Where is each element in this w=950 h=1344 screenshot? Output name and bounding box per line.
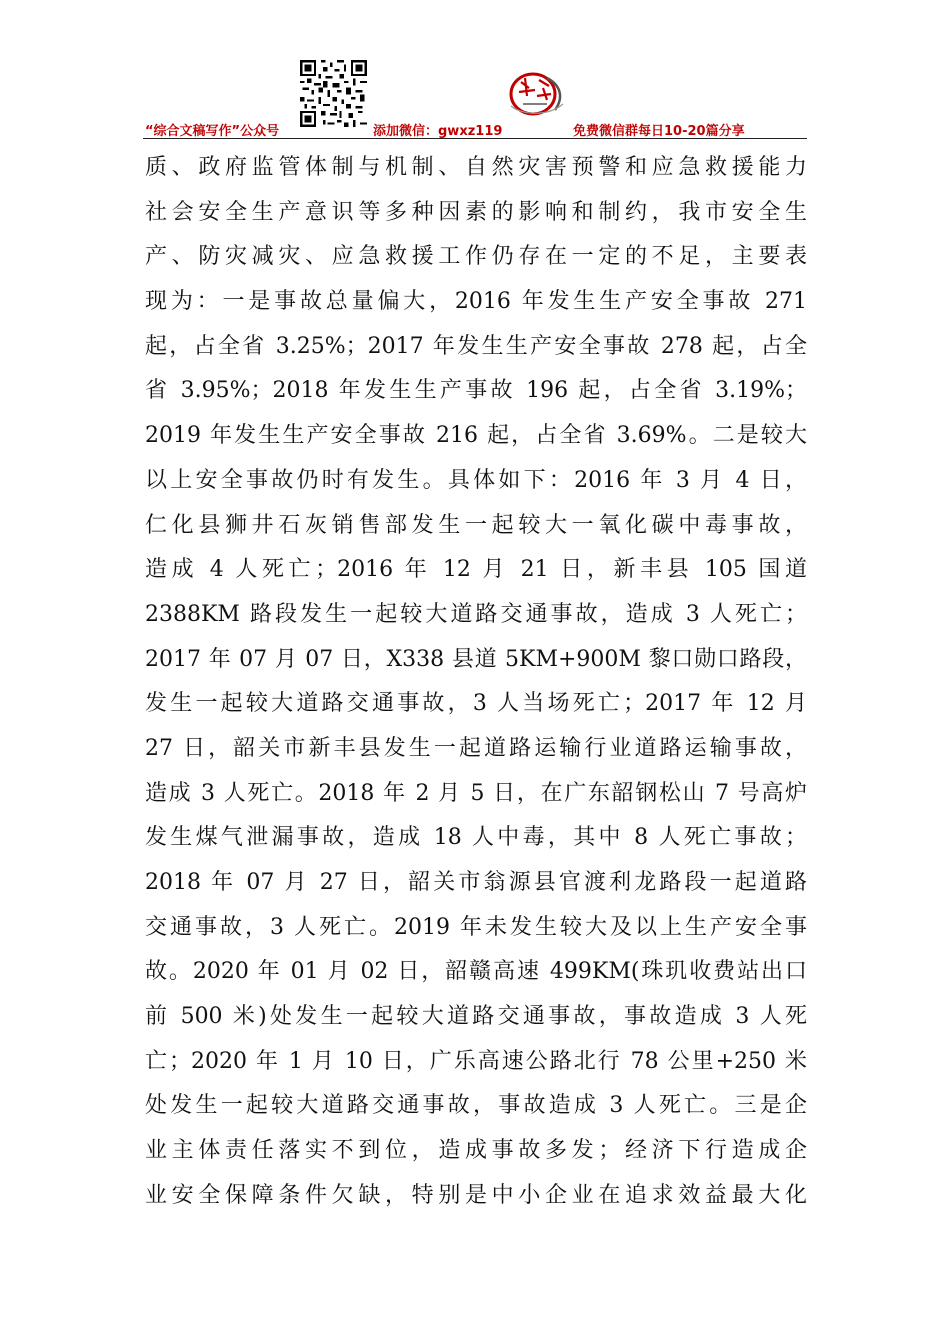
body-line: 27 日，韶关市新丰县发生一起道路运输行业道路运输事故，	[145, 735, 807, 761]
body-line: 产、防灾减灾、应急救援工作仍存在一定的不足，主要表	[145, 244, 807, 270]
body-line: 现为：一是事故总量偏大，2016 年发生生产安全事故 271	[145, 289, 807, 315]
body-line: 省 3.95%；2018 年发生生产事故 196 起，占全省 3.19%；	[145, 378, 807, 404]
page-header	[0, 0, 950, 140]
body-line: 2388KM 路段发生一起较大道路交通事故，造成 3 人死亡；	[145, 601, 807, 627]
share-group-label: 免费微信群每日10-20篇分享	[573, 124, 745, 139]
body-line: 业主体责任落实不到位，造成事故多发；经济下行造成企	[145, 1138, 807, 1164]
body-line: 业安全保障条件欠缺，特别是中小企业在追求效益最大化	[145, 1182, 807, 1208]
seal-logo-icon	[503, 66, 575, 120]
document-body	[145, 146, 807, 1219]
body-line: 以上安全事故仍时有发生。具体如下：2016 年 3 月 4 日，	[145, 467, 807, 493]
body-line: 造成 3 人死亡。2018 年 2 月 5 日，在广东韶钢松山 7 号高炉	[145, 780, 807, 806]
wechat-contact-label: 添加微信：gwxz119	[373, 124, 503, 139]
body-line: 社会安全生产意识等多种因素的影响和制约，我市安全生	[145, 199, 807, 225]
body-line: 2017 年 07 月 07 日，X338 县道 5KM+900M 黎口勋口路段，	[145, 646, 807, 672]
body-line: 造成 4 人死亡；2016 年 12 月 21 日，新丰县 105 国道	[145, 557, 807, 583]
body-line: 2018 年 07 月 27 日，韶关市翁源县官渡利龙路段一起道路	[145, 870, 807, 895]
body-line: 发生一起较大道路交通事故，3 人当场死亡；2017 年 12 月	[145, 691, 807, 717]
body-line: 仁化县狮井石灰销售部发生一起较大一氧化碳中毒事故，	[145, 512, 807, 538]
body-line: 交通事故，3 人死亡。2019 年未发生较大及以上生产安全事	[145, 914, 807, 940]
body-line: 亡；2020 年 1 月 10 日，广乐高速公路北行 78 公里+250 米	[145, 1048, 807, 1074]
body-line: 起，占全省 3.25%；2017 年发生生产安全事故 278 起，占全	[145, 333, 807, 359]
body-line: 2019 年发生生产安全事故 216 起，占全省 3.69%。二是较大	[145, 423, 807, 449]
body-line: 质、政府监管体制与机制、自然灾害预警和应急救援能力	[145, 155, 807, 180]
public-account-label: “综合文稿写作”公众号	[145, 124, 280, 139]
header-divider	[143, 138, 807, 139]
body-line: 发生煤气泄漏事故，造成 18 人中毒，其中 8 人死亡事故；	[145, 825, 807, 851]
body-line: 处发生一起较大道路交通事故，事故造成 3 人死亡。三是企	[145, 1093, 807, 1119]
body-line: 前 500 米)处发生一起较大道路交通事故，事故造成 3 人死	[145, 1004, 807, 1030]
body-line: 故。2020 年 01 月 02 日，韶赣高速 499KM(珠玑收费站出口	[145, 959, 807, 985]
qr-code-icon	[300, 60, 367, 127]
